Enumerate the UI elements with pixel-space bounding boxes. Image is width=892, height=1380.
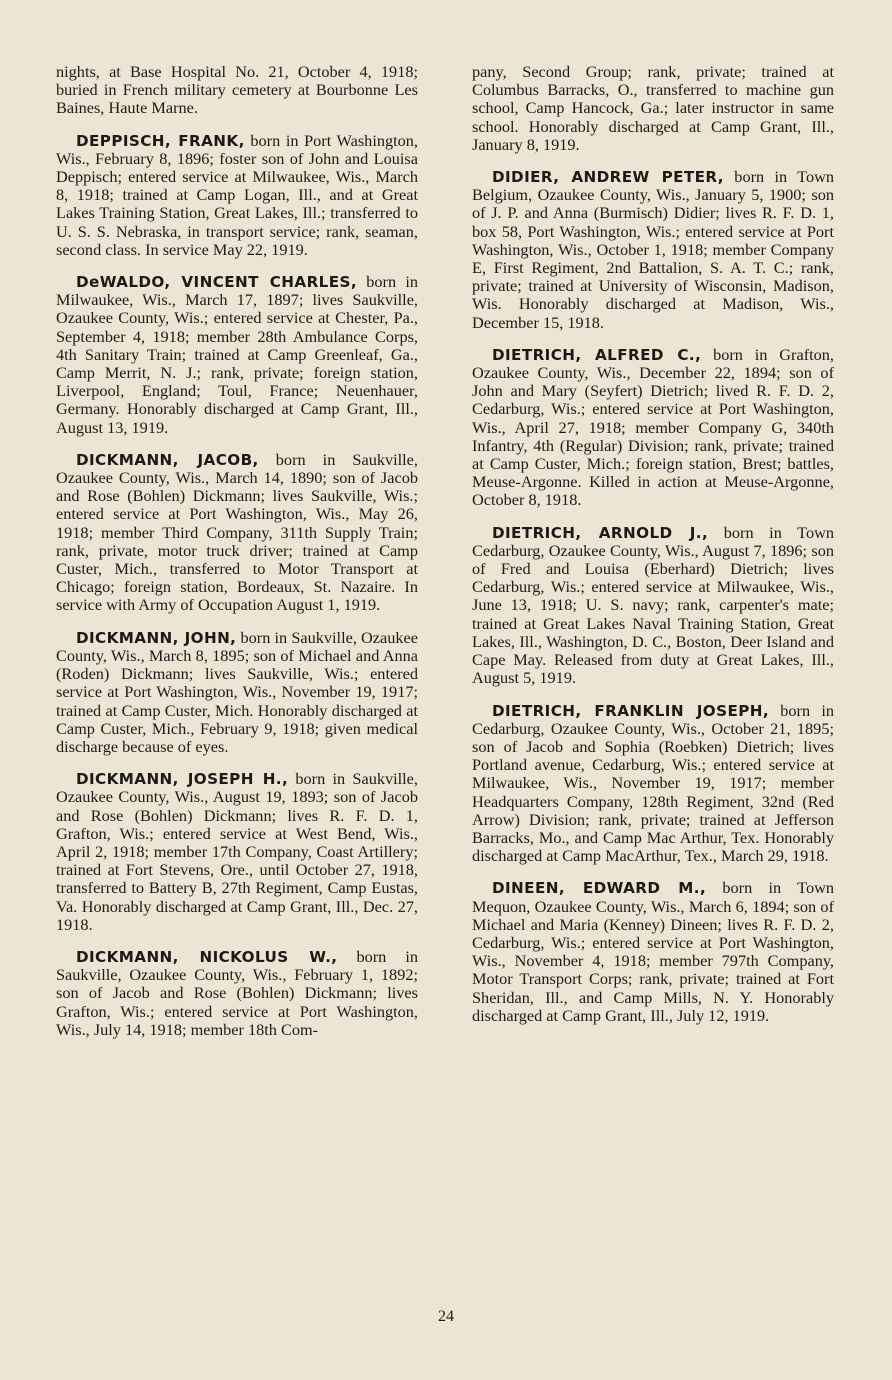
entry-text: nights, at Base Hospital No. 21, October 4, 1918; buried in French military cemetery at Bourbonne Les Baines, Haute Marne.	[56, 62, 418, 118]
entry-continued	[56, 63, 418, 118]
entry-name: DINEEN, EDWARD M.,	[492, 879, 707, 898]
entry-name: DIETRICH, ARNOLD J.,	[492, 523, 709, 542]
entry-text: born in Saukville, Ozaukee County, Wis., March 8, 1895; son of Michael and Anna (Roden) Dickmann; lives Saukville, Wis.; entered service at Port Washington, Wis., November 19, 1917; trained at Camp Custer, Mich. Honorably discharged at Camp Custer, Mich., February 9, 1918; given medical discharge because of eyes.	[56, 627, 418, 756]
entry-dietrich-arnold	[472, 524, 834, 688]
entry-text: born in Town Belgium, Ozaukee County, Wis., January 5, 1900; son of J. P. and Anna (Burmisch) Didier; lives R. F. D. 1, box 58, Port Washington, Wis.; entered service at Port Washington, Wis., October 1, 1918; member Company E, First Regiment, 2nd Battalion, S. A. T. C.; rank, private; trained at University of Wisconsin, Madison, Wis. Honorably discharged at Madison, Wis., December 15, 1918.	[472, 167, 834, 332]
left-column	[56, 63, 418, 1053]
entry-text: born in Milwaukee, Wis., March 17, 1897; lives Saukville, Ozaukee County, Wis.; entered service at Chester, Pa., September 4, 1918; member 28th Ambulance Corps, 4th Sanitary Train; trained at Camp Greenleaf, Ga., Camp Merrit, N. J.; rank, private; foreign station, Liverpool, England; Toul, France; Neuenhauer, Germany. Honorably discharged at Camp Grant, Ill., August 13, 1919.	[56, 272, 418, 437]
entry-name: DICKMANN, JACOB,	[76, 450, 259, 469]
entry-continued	[472, 63, 834, 154]
entry-didier-andrew	[472, 168, 834, 332]
entry-dickmann-john	[56, 629, 418, 756]
entry-name: DIDIER, ANDREW PETER,	[492, 168, 724, 187]
entry-dickmann-joseph	[56, 770, 418, 934]
entry-text: born in Cedarburg, Ozaukee County, Wis., October 21, 1895; son of Jacob and Sophia (Roebken) Dietrich; lives Portland avenue, Cedarburg, Wis.; entered service at Milwaukee, Wis., November 19, 1917; member Headquarters Company, 128th Regiment, 32nd (Red Arrow) Division; rank, private; trained at Jefferson Barracks, Mo., and Camp Mac Arthur, Tex. Honorably discharged at Camp MacArthur, Tex., March 29, 1918.	[472, 700, 834, 866]
entry-name: DeWALDO, VINCENT CHARLES,	[76, 273, 358, 292]
entry-dietrich-alfred	[472, 346, 834, 510]
entry-name: DICKMANN, JOSEPH H.,	[76, 770, 289, 789]
entry-text: born in Saukville, Ozaukee County, Wis., February 1, 1892; son of Jacob and Rose (Bohlen) Dickmann; lives Grafton, Wis.; entered service at Port Washington, Wis., July 14, 1918; member 18th Com-	[56, 946, 418, 1039]
entry-text: born in Saukville, Ozaukee County, Wis., August 19, 1893; son of Jacob and Rose (Bohlen) Dickmann; lives R. F. D. 1, Grafton, Wis.; entered service at West Bend, Wis., April 2, 1918; member 17th Company, Coast Artillery; trained at Fort Stevens, Ore., until October 27, 1918, transferred to Battery B, 27th Regiment, Camp Eustas, Va. Honorably discharged at Camp Grant, Ill., Dec. 27, 1918.	[56, 769, 418, 934]
entry-text: pany, Second Group; rank, private; trained at Columbus Barracks, O., transferred to machine gun school, Camp Hancock, Ga.; later instructor in same school. Honorably discharged at Camp Grant, Ill., January 8, 1919.	[472, 62, 834, 154]
entry-name: DIETRICH, ALFRED C.,	[492, 345, 702, 364]
entry-dewaldo-vincent	[56, 273, 418, 437]
entry-deppisch-frank	[56, 132, 418, 259]
entry-text: born in Saukville, Ozaukee County, Wis., March 14, 1890; son of Jacob and Rose (Bohlen) Dickmann; lives Saukville, Wis.; entered service at Port Washington, Wis., May 26, 1918; member Third Company, 311th Supply Train; rank, private, motor truck driver; trained at Camp Custer, Mich., transferred to Motor Transport at Chicago; foreign station, Bordeaux, St. Nazaire. In service with Army of Occupation August 1, 1919.	[56, 449, 418, 615]
entry-name: DIETRICH, FRANKLIN JOSEPH,	[492, 701, 770, 720]
entry-name: DEPPISCH, FRANK,	[76, 131, 245, 150]
page-number: 24	[438, 1308, 454, 1325]
entry-dickmann-nickolus	[56, 948, 418, 1039]
entry-text: born in Town Cedarburg, Ozaukee County, Wis., August 7, 1896; son of Fred and Louisa (Eberhard) Dietrich; lives Cedarburg, Wis.; entered service at Milwaukee, Wis., June 13, 1918; U. S. navy; rank, carpenter's mate; trained at Great Lakes Naval Training Station, Great Lakes, Ill., Washington, D. C., Boston, Deer Island and Cape May. Released from duty at Great Lakes, Ill., August 5, 1919.	[472, 522, 834, 688]
entry-text: born in Town Mequon, Ozaukee County, Wis., March 6, 1894; son of Michael and Maria (Kenney) Dineen; lives R. F. D. 2, Cedarburg, Wis.; entered service at Port Washington, Wis., November 4, 1918; member 797th Company, Motor Transport Corps; rank, private; trained at Fort Sheridan, Ill., and Camp Mills, N. Y. Honorably discharged at Camp Grant, Ill., July 12, 1919.	[472, 878, 834, 1025]
right-column	[472, 63, 834, 1039]
entry-dietrich-franklin	[472, 702, 834, 866]
entry-text: born in Grafton, Ozaukee County, Wis., December 22, 1894; son of John and Mary (Seyfert) Dietrich; lived R. F. D. 2, Cedarburg, Wis.; entered service at Port Washington, Wis., April 27, 1918; member Company G, 340th Infantry, 4th (Regular) Division; rank, private; trained at Camp Custer, Mich.; foreign station, Brest; battles, Meuse-Argonne. Killed in action at Meuse-Argonne, October 8, 1918.	[472, 344, 834, 510]
entry-name: DICKMANN, JOHN,	[76, 628, 237, 647]
entry-text: born in Port Washington, Wis., February 8, 1896; foster son of John and Louisa Deppisch; entered service at Milwaukee, Wis., March 8, 1918; trained at Camp Logan, Ill., and at Great Lakes Training Station, Great Lakes, Ill.; transferred to U. S. S. Nebraska, in transport service; rank, seaman, second class. In service May 22, 1919.	[56, 130, 418, 259]
entry-name: DICKMANN, NICKOLUS W.,	[76, 947, 338, 966]
entry-dickmann-jacob	[56, 451, 418, 615]
entry-dineen-edward	[472, 879, 834, 1025]
